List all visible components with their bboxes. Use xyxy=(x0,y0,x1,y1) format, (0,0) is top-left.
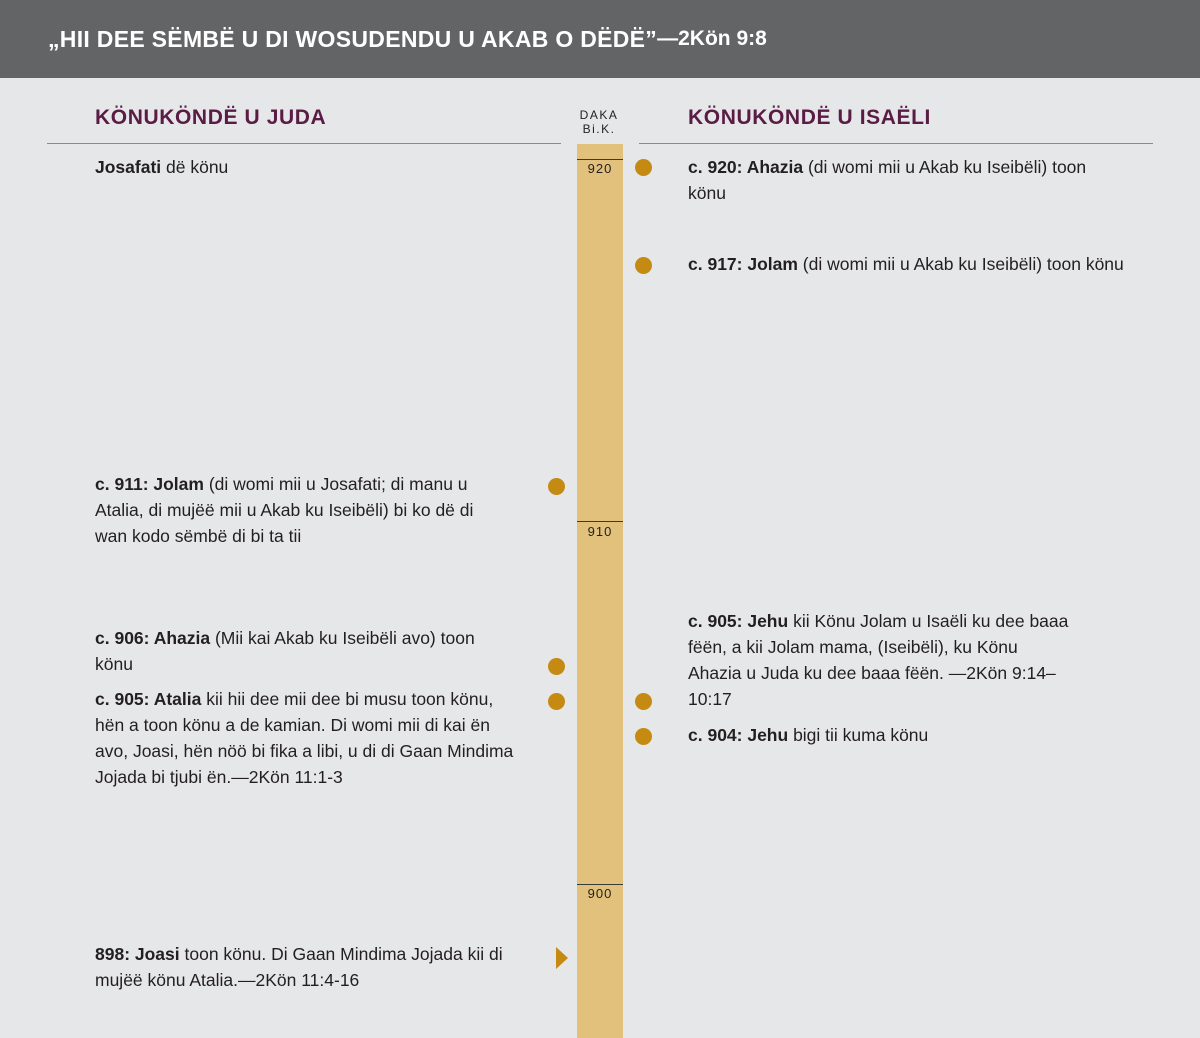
axis-label-line2: Bi.K. xyxy=(582,122,616,136)
event-text: dë könu xyxy=(161,157,229,177)
event-text: (di womi mii u Josafati; di manu u Atalia, di mujëë mii u Akab ku Iseibëli) bi ko dë di wan kodo sëmbë di bi ta tii xyxy=(95,474,474,546)
event-heading: 898: Joasi xyxy=(95,944,180,964)
israel-event xyxy=(688,722,1128,748)
judah-event xyxy=(95,686,523,790)
judah-event-marker xyxy=(548,478,565,495)
event-text: kii Könu Jolam u Isaëli ku dee baaa fëën, a kii Jolam mama, (Iseibëli), ku Könu Ahazia u Juda ku dee baaa fëën. —2Kön 9:14–10:17 xyxy=(688,611,1069,709)
event-text: kii hii dee mii dee bi musu toon könu, hën a toon könu a de kamian. Di womi mii di kai ën avo, Joasi, hën nöö bi fika a libi, u di di Gaan Mindima Jojada bi tjubi ën.—2Kön 11:1-3 xyxy=(95,689,514,787)
timeline-tick-label-910: 910 xyxy=(587,524,613,539)
timeline-axis-label xyxy=(570,108,628,136)
event-heading: Josafati xyxy=(95,157,162,177)
event-heading: c. 920: Ahazia xyxy=(688,157,804,177)
axis-label-line1: DAKA xyxy=(579,108,619,122)
event-text: bigi tii kuma könu xyxy=(788,725,929,745)
israel-header-divider xyxy=(639,143,1153,144)
judah-column-title: KÖNUKÖNDË U JUDA xyxy=(95,106,327,129)
timeline-bar xyxy=(577,144,623,1038)
timeline-tick-label-900: 900 xyxy=(587,886,613,901)
israel-event xyxy=(688,251,1128,277)
timeline-tick-900 xyxy=(577,884,623,885)
event-heading: c. 911: Jolam xyxy=(95,474,204,494)
israel-event-marker xyxy=(635,257,652,274)
event-heading: c. 906: Ahazia xyxy=(95,628,211,648)
scripture-reference: —2Kön 9:8 xyxy=(657,27,767,50)
israel-event-marker xyxy=(635,159,652,176)
timeline-tick-920 xyxy=(577,159,623,160)
israel-column-title: KÖNUKÖNDË U ISAËLI xyxy=(688,106,931,129)
timeline-tick-910 xyxy=(577,521,623,522)
israel-event-marker xyxy=(635,728,652,745)
page-title: „HII DEE SËMBË U DI WOSUDENDU U AKAB O DËDË” xyxy=(48,25,658,52)
event-text: (di womi mii u Akab ku Iseibëli) toon könu xyxy=(797,254,1124,274)
judah-event xyxy=(95,154,525,180)
event-heading: c. 905: Atalia xyxy=(95,689,202,709)
judah-event xyxy=(95,471,510,549)
judah-event xyxy=(95,625,515,677)
judah-event xyxy=(95,941,535,993)
event-heading: c. 917: Jolam xyxy=(688,254,798,274)
judah-event-marker xyxy=(548,658,565,675)
israel-event xyxy=(688,154,1128,206)
event-text: (Mii kai Akab ku Iseibëli avo) toon könu xyxy=(95,628,475,674)
judah-event-marker xyxy=(548,693,565,710)
page-header xyxy=(0,0,1200,78)
israel-event xyxy=(688,608,1070,712)
event-heading: c. 904: Jehu xyxy=(688,725,789,745)
israel-event-marker xyxy=(635,693,652,710)
judah-header-divider xyxy=(47,143,561,144)
event-heading: c. 905: Jehu xyxy=(688,611,789,631)
judah-event-arrow-marker xyxy=(556,947,568,969)
event-text: toon könu. Di Gaan Mindima Jojada kii di mujëë könu Atalia.—2Kön 11:4-16 xyxy=(95,944,503,990)
timeline-tick-label-920: 920 xyxy=(587,161,613,176)
event-text: (di womi mii u Akab ku Iseibëli) toon könu xyxy=(688,157,1087,203)
